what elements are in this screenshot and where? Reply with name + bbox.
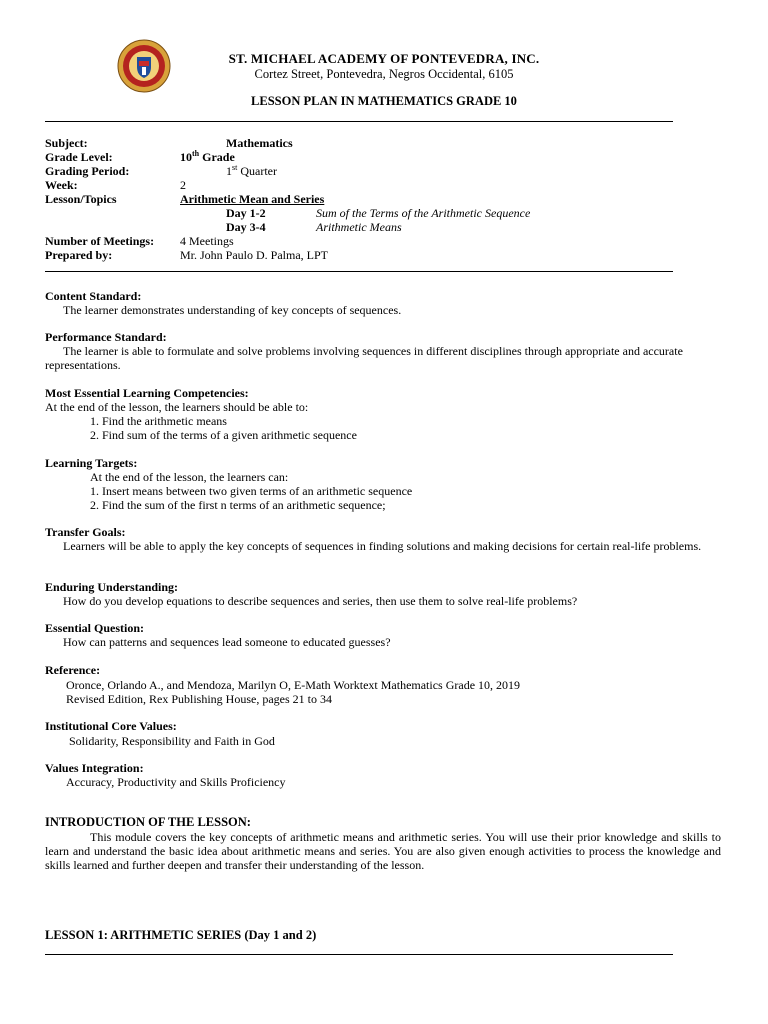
lesson-topics-value: Arithmetic Mean and Series xyxy=(180,192,325,206)
values-integration-text: Accuracy, Productivity and Skills Proficiency xyxy=(66,775,286,789)
reference-line: Revised Edition, Rex Publishing House, pages 21 to 34 xyxy=(66,692,332,706)
learning-target-item: 1. Insert means between two given terms of an arithmetic sequence xyxy=(90,484,413,498)
melc-heading: Most Essential Learning Competencies: xyxy=(45,386,249,400)
transfer-goals-text: Learners will be able to apply the key concepts of sequences in finding solutions and making decisions for certain real-life problems. xyxy=(63,539,702,553)
essential-question-text: How can patterns and sequences lead someone to educated guesses? xyxy=(63,635,391,649)
week-label: Week: xyxy=(45,178,78,192)
school-seal-logo xyxy=(117,39,171,93)
learning-targets-intro: At the end of the lesson, the learners can: xyxy=(90,470,289,484)
day-1-2-label: Day 1-2 xyxy=(226,206,266,220)
subject-label: Subject: xyxy=(45,136,88,150)
day-3-4-label: Day 3-4 xyxy=(226,220,266,234)
core-values-heading: Institutional Core Values: xyxy=(45,719,177,733)
day-1-2-topic: Sum of the Terms of the Arithmetic Sequence xyxy=(316,206,531,220)
enduring-understanding-text: How do you develop equations to describe sequences and series, then use them to solve real-life problems? xyxy=(63,594,578,608)
week-value: 2 xyxy=(180,178,186,192)
grade-level-value: 10th Grade xyxy=(180,149,235,164)
enduring-understanding-heading: Enduring Understanding: xyxy=(45,580,179,594)
values-integration-heading: Values Integration: xyxy=(45,761,144,775)
essential-question-heading: Essential Question: xyxy=(45,621,145,635)
meetings-value: 4 Meetings xyxy=(180,234,234,248)
introduction-heading: INTRODUCTION OF THE LESSON: xyxy=(45,815,251,829)
content-standard-heading: Content Standard: xyxy=(45,289,142,303)
prepared-by-value: Mr. John Paulo D. Palma, LPT xyxy=(180,248,329,262)
school-address: Cortez Street, Pontevedra, Negros Occidental, 6105 xyxy=(254,67,514,81)
lesson-1-heading: LESSON 1: ARITHMETIC SERIES (Day 1 and 2) xyxy=(45,928,317,942)
content-standard-text: The learner demonstrates understanding of key concepts of sequences. xyxy=(63,303,402,317)
melc-item: 2. Find sum of the terms of a given arithmetic sequence xyxy=(90,428,357,442)
day-3-4-topic: Arithmetic Means xyxy=(316,220,402,234)
core-values-text: Solidarity, Responsibility and Faith in God xyxy=(69,734,275,748)
reference-heading: Reference: xyxy=(45,663,101,677)
learning-targets-heading: Learning Targets: xyxy=(45,456,138,470)
meetings-label: Number of Meetings: xyxy=(45,234,155,248)
info-divider xyxy=(45,271,673,272)
lesson-topics-label: Lesson/Topics xyxy=(45,192,117,206)
grade-level-label: Grade Level: xyxy=(45,150,113,164)
melc-item: 1. Find the arithmetic means xyxy=(90,414,227,428)
reference-line: Oronce, Orlando A., and Mendoza, Marilyn O, E-Math Worktext Mathematics Grade 10, 2019 xyxy=(66,678,521,692)
grading-period-value: 1st Quarter xyxy=(226,163,277,178)
prepared-by-label: Prepared by: xyxy=(45,248,113,262)
melc-intro: At the end of the lesson, the learners should be able to: xyxy=(45,400,309,414)
grading-period-label: Grading Period: xyxy=(45,164,130,178)
lesson-plan-title: LESSON PLAN IN MATHEMATICS GRADE 10 xyxy=(251,94,517,108)
transfer-goals-heading: Transfer Goals: xyxy=(45,525,126,539)
introduction-text: This module covers the key concepts of arithmetic means and arithmetic series. You will use their prior knowledge and skills to learn and understand the basic idea about arithmetic means and series. You are also given enough activities to process the knowledge and skills learned and further deepen and transfer their understanding of the lesson. xyxy=(45,830,721,872)
lesson-1-divider xyxy=(45,954,673,955)
school-name: ST. MICHAEL ACADEMY OF PONTEVEDRA, INC. xyxy=(228,51,540,66)
performance-standard-heading: Performance Standard: xyxy=(45,330,167,344)
header-divider xyxy=(45,121,673,122)
performance-standard-text: The learner is able to formulate and solve problems involving sequences in different disciplines through appropriate and accurate representations. xyxy=(45,344,683,372)
learning-target-item: 2. Find the sum of the first n terms of an arithmetic sequence; xyxy=(90,498,386,512)
subject-value: Mathematics xyxy=(226,136,293,150)
